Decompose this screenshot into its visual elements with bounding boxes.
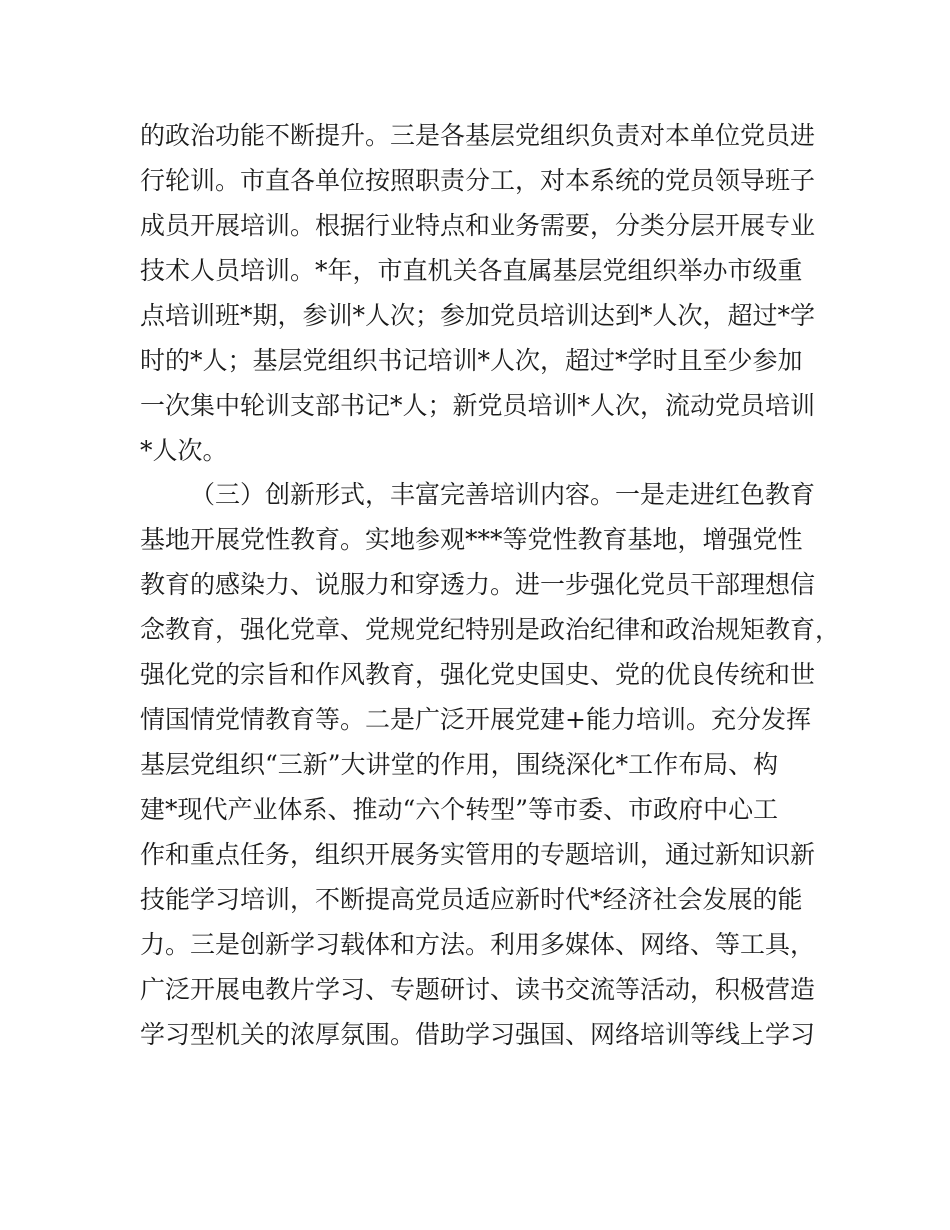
text-line: 念教育，强化党章、党规党纪特别是政治纪律和政治规矩教育， bbox=[140, 615, 841, 644]
text-line: 技能学习培训，不断提高党员适应新时代*经济社会发展的能 bbox=[140, 885, 803, 914]
text-line: 建*现代产业体系、推动“六个转型”等市委、市政府中心工 bbox=[140, 795, 779, 824]
paragraph-section-three bbox=[140, 472, 841, 1057]
text-line: 一次集中轮训支部书记*人；新党员培训*人次，流动党员培训 bbox=[140, 391, 816, 420]
text-line: 点培训班*期，参训*人次；参加党员培训达到*人次，超过*学 bbox=[140, 301, 816, 330]
text-line: 基地开展党性教育。实地参观***等党性教育基地，增强党性 bbox=[140, 525, 803, 554]
text-line: 作和重点任务，组织开展务实管用的专题培训，通过新知识新 bbox=[140, 840, 816, 869]
text-line: 基层党组织“三新”大讲堂的作用，围绕深化*工作布局、构 bbox=[140, 750, 779, 779]
text-line: 强化党的宗旨和作风教育，强化党史国史、党的优良传统和世 bbox=[140, 660, 816, 689]
section-heading-line: （三）创新形式，丰富完善培训内容。一是走进红色教育 bbox=[190, 480, 816, 509]
text-line: 情国情党情教育等。二是广泛开展党建+能力培训。充分发挥 bbox=[140, 705, 811, 734]
text-line: 的政治功能不断提升。三是各基层党组织负责对本单位党员进 bbox=[140, 121, 816, 150]
text-line: 时的*人；基层党组织书记培训*人次，超过*学时且至少参加 bbox=[140, 346, 803, 375]
text-line: *人次。 bbox=[140, 436, 228, 465]
text-line: 力。三是创新学习载体和方法。利用多媒体、网络、等工具， bbox=[140, 930, 816, 959]
text-line: 教育的感染力、说服力和穿透力。进一步强化党员干部理想信 bbox=[140, 570, 816, 599]
text-line: 成员开展培训。根据行业特点和业务需要，分类分层开展专业 bbox=[140, 211, 816, 240]
text-line: 广泛开展电教片学习、专题研讨、读书交流等活动，积极营造 bbox=[140, 975, 816, 1004]
paragraph-continuation bbox=[140, 113, 820, 473]
text-line: 技术人员培训。*年，市直机关各直属基层党组织举办市级重 bbox=[140, 256, 803, 285]
text-line: 行轮训。市直各单位按照职责分工，对本系统的党员领导班子 bbox=[140, 166, 816, 195]
text-line: 学习型机关的浓厚氛围。借助学习强国、网络培训等线上学习 bbox=[140, 1020, 816, 1049]
